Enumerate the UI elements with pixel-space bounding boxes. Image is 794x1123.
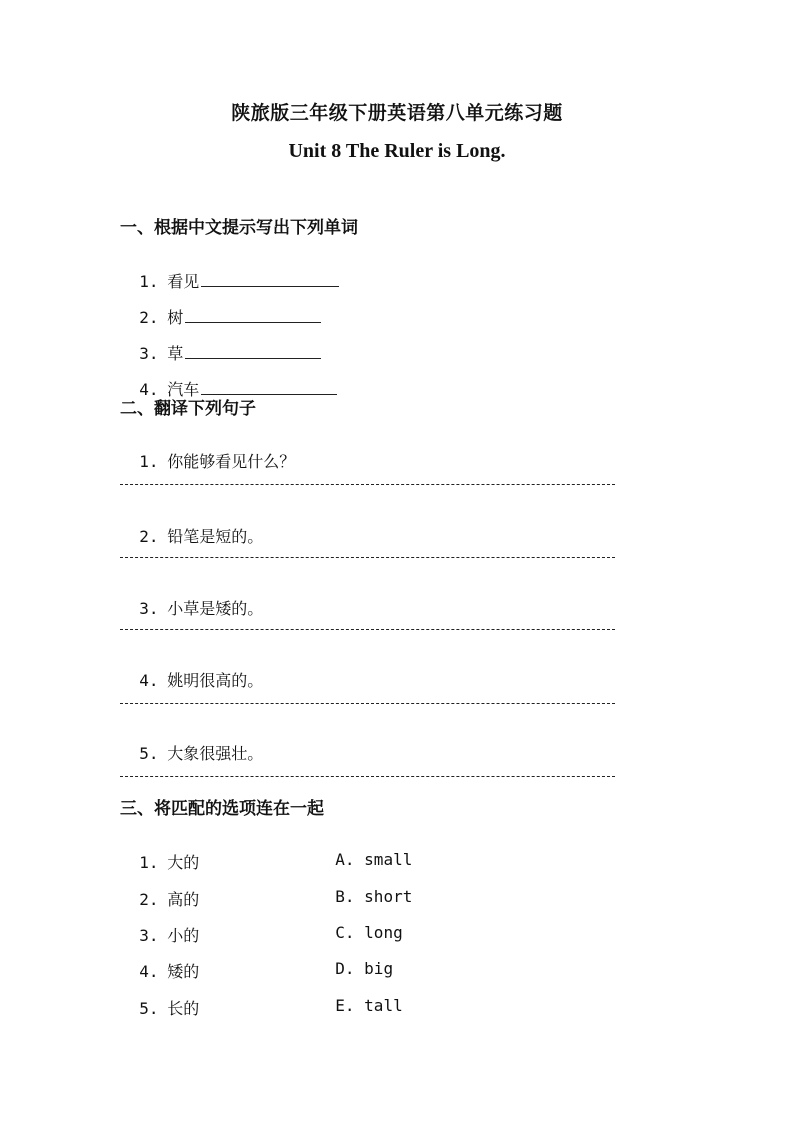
s3-option-text: short: [364, 887, 413, 906]
s3-option-text: tall: [364, 996, 403, 1015]
s3-option-text: long: [364, 923, 403, 942]
s2-item-text: 姚明很高的。: [167, 671, 264, 690]
s3-option-a[interactable]: [316, 831, 412, 869]
s3-item-num: 4.: [139, 962, 159, 981]
s1-item-num: 3.: [139, 344, 159, 363]
s3-option-letter: C.: [335, 923, 355, 942]
s3-item-text: 矮的: [167, 962, 200, 981]
s3-item-text: 大的: [167, 853, 200, 872]
s3-option-text: big: [364, 959, 394, 978]
s2-answer-line[interactable]: [120, 629, 615, 630]
s2-item-text: 铅笔是短的。: [167, 527, 264, 546]
s3-item-num: 2.: [139, 890, 159, 909]
section1-heading: 一、根据中文提示写出下列单词: [120, 218, 358, 238]
s3-item-num: 3.: [139, 926, 159, 945]
s2-item-num: 1.: [139, 452, 159, 471]
s3-item-num: 5.: [139, 999, 159, 1018]
s2-answer-line[interactable]: [120, 703, 615, 704]
s3-left-item-1[interactable]: [120, 831, 199, 873]
s3-option-letter: D.: [335, 959, 355, 978]
s2-item-num: 4.: [139, 671, 159, 690]
s2-item-4: [120, 649, 263, 691]
s2-item-num: 5.: [139, 744, 159, 763]
s3-option-letter: E.: [335, 996, 355, 1015]
s2-item-text: 你能够看见什么？: [167, 452, 296, 471]
s3-left-item-4[interactable]: [120, 940, 199, 982]
s2-item-num: 3.: [139, 599, 159, 618]
s2-item-3: [120, 577, 263, 619]
s1-item-text: 树: [167, 308, 184, 327]
s1-item-text: 汽车: [167, 380, 200, 399]
s1-item-text: 看见: [167, 272, 200, 291]
s2-item-5: [120, 722, 263, 764]
s2-item-text: 大象很强壮。: [167, 744, 264, 763]
s1-item-num: 4.: [139, 380, 159, 399]
s2-item-2: [120, 505, 263, 547]
section2-heading: 二、翻译下列句子: [120, 399, 256, 419]
s2-answer-line[interactable]: [120, 557, 615, 558]
s3-option-c[interactable]: [316, 904, 403, 942]
s1-answer-blank[interactable]: [185, 308, 321, 323]
s1-answer-blank[interactable]: [185, 344, 321, 359]
s1-item-num: 2.: [139, 308, 159, 327]
s3-item-text: 小的: [167, 926, 200, 945]
s3-item-text: 长的: [167, 999, 200, 1018]
s2-answer-line[interactable]: [120, 484, 615, 485]
s1-answer-blank[interactable]: [201, 380, 337, 395]
s3-option-e[interactable]: [316, 977, 403, 1015]
s3-option-d[interactable]: [316, 940, 393, 978]
s3-item-num: 1.: [139, 853, 159, 872]
s3-option-text: small: [364, 850, 413, 869]
s2-item-1: [120, 430, 295, 472]
s2-item-text: 小草是矮的。: [167, 599, 264, 618]
s2-answer-line[interactable]: [120, 776, 615, 777]
s3-item-text: 高的: [167, 890, 200, 909]
s3-option-letter: B.: [335, 887, 355, 906]
s2-item-num: 2.: [139, 527, 159, 546]
unit-title: Unit 8 The Ruler is Long.: [288, 140, 506, 162]
s3-option-letter: A.: [335, 850, 355, 869]
page-title: 陕旅版三年级下册英语第八单元练习题: [231, 102, 563, 124]
s1-answer-blank[interactable]: [201, 272, 339, 287]
s1-item-num: 1.: [139, 272, 159, 291]
s3-option-b[interactable]: [316, 868, 412, 906]
s3-left-item-5[interactable]: [120, 977, 199, 1019]
section3-heading: 三、将匹配的选项连在一起: [120, 799, 324, 819]
s1-item-text: 草: [167, 344, 184, 363]
